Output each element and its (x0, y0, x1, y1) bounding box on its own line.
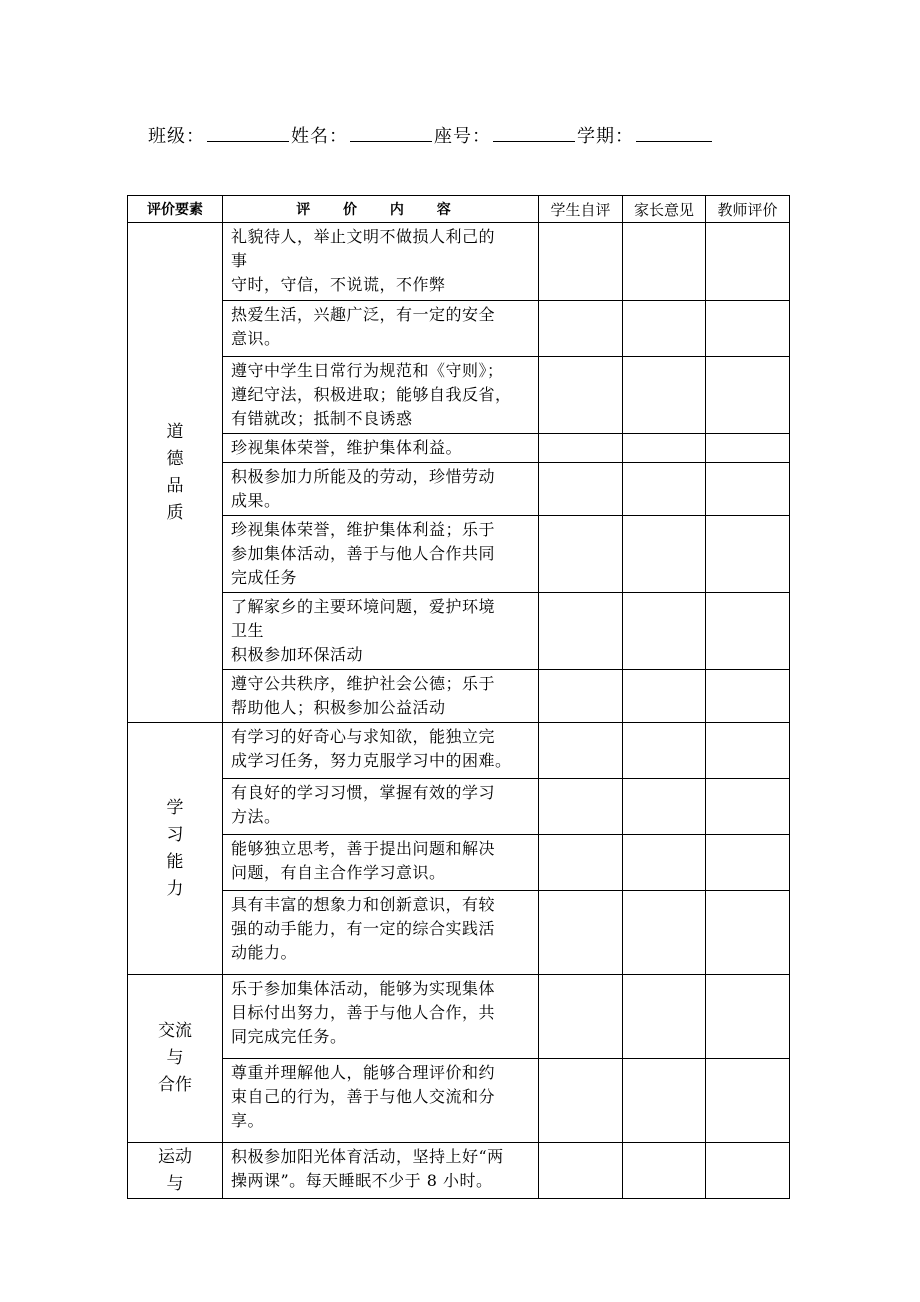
criteria-line: 强的动手能力，有一定的综合实践活 (231, 919, 496, 938)
parent-opinion-cell[interactable] (623, 593, 706, 670)
name-field[interactable] (350, 123, 432, 142)
seat-field[interactable] (493, 123, 575, 142)
criteria-cell (223, 434, 539, 463)
table-row (128, 835, 790, 891)
table-row (128, 891, 790, 975)
criteria-line: 有错就改；抵制不良诱惑 (231, 409, 413, 428)
category-text: 德 (166, 448, 184, 469)
teacher-eval-cell[interactable] (706, 723, 790, 779)
category-text: 力 (166, 878, 184, 899)
criteria-cell (223, 891, 539, 975)
parent-opinion-cell[interactable] (623, 1143, 706, 1199)
term-field[interactable] (636, 123, 712, 142)
category-text: 道 (166, 421, 184, 442)
criteria-line: 卫生 (231, 621, 265, 640)
criteria-line: 完成任务 (231, 568, 298, 587)
criteria-line: 成果。 (231, 491, 281, 510)
table-row (128, 516, 790, 593)
criteria-line: 遵纪守法，积极进取；能够自我反省， (231, 385, 512, 404)
criteria-line: 乐于参加集体活动，能够为实现集体 (231, 979, 496, 998)
table-row (128, 593, 790, 670)
self-eval-cell[interactable] (539, 835, 623, 891)
criteria-cell (223, 357, 539, 434)
table-row (128, 975, 790, 1059)
criteria-line: 了解家乡的主要环境问题，爱护环境 (231, 597, 496, 616)
self-eval-cell[interactable] (539, 223, 623, 301)
self-eval-cell[interactable] (539, 1059, 623, 1143)
table-row (128, 463, 790, 516)
category-cell (128, 723, 223, 975)
category-text: 与 (166, 1048, 184, 1068)
criteria-line: 尊重并理解他人，能够合理评价和约 (231, 1063, 496, 1082)
name-label: 姓名： (291, 126, 348, 147)
parent-opinion-header: 家长意见 (623, 196, 706, 223)
content-header: 评 价 内 容 (223, 196, 539, 223)
criteria-cell (223, 1059, 539, 1143)
self-eval-header: 学生自评 (539, 196, 623, 223)
category-cell (128, 1143, 223, 1199)
self-eval-cell[interactable] (539, 1143, 623, 1199)
criteria-line: 参加集体活动，善于与他人合作共同 (231, 544, 496, 563)
self-eval-cell[interactable] (539, 891, 623, 975)
criteria-line: 束自己的行为，善于与他人交流和分 (231, 1087, 496, 1106)
criteria-line: 积极参加力所能及的劳动，珍惜劳动 (231, 467, 496, 486)
criteria-line: 遵守公共秩序，维护社会公德；乐于 (231, 674, 496, 693)
self-eval-cell[interactable] (539, 301, 623, 357)
table-row (128, 1059, 790, 1143)
criteria-cell (223, 779, 539, 835)
class-field[interactable] (207, 123, 289, 142)
teacher-eval-cell[interactable] (706, 593, 790, 670)
category-text: 学 (166, 797, 184, 818)
teacher-eval-cell[interactable] (706, 516, 790, 593)
criteria-line: 同完成完任务。 (231, 1027, 347, 1046)
table-row (128, 357, 790, 434)
criteria-cell (223, 516, 539, 593)
evaluation-table (127, 195, 790, 1199)
class-label: 班级： (148, 126, 205, 147)
self-eval-cell[interactable] (539, 357, 623, 434)
teacher-eval-cell[interactable] (706, 434, 790, 463)
criteria-cell (223, 670, 539, 723)
self-eval-cell[interactable] (539, 975, 623, 1059)
criteria-line: 积极参加环保活动 (231, 645, 364, 664)
parent-opinion-cell[interactable] (623, 1059, 706, 1143)
teacher-eval-cell[interactable] (706, 223, 790, 301)
category-text: 合作 (158, 1075, 192, 1095)
parent-opinion-cell[interactable] (623, 223, 706, 301)
criteria-line: 积极参加阳光体育活动，坚持上好“两 (231, 1147, 504, 1166)
parent-opinion-cell[interactable] (623, 779, 706, 835)
self-eval-cell[interactable] (539, 516, 623, 593)
teacher-eval-cell[interactable] (706, 1059, 790, 1143)
student-info-line (148, 122, 714, 148)
parent-opinion-cell[interactable] (623, 301, 706, 357)
parent-opinion-cell[interactable] (623, 975, 706, 1059)
parent-opinion-cell[interactable] (623, 516, 706, 593)
criteria-line: 有学习的好奇心与求知欲，能独立完 (231, 727, 496, 746)
table-header-row (128, 196, 790, 223)
factor-header: 评价要素 (128, 196, 223, 223)
table-row (128, 223, 790, 301)
criteria-line: 礼貌待人，举止文明不做损人利己的 (231, 227, 496, 246)
criteria-cell (223, 223, 539, 301)
criteria-line: 遵守中学生日常行为规范和《守则》； (231, 361, 504, 380)
criteria-cell (223, 975, 539, 1059)
category-text: 与 (166, 1173, 184, 1194)
teacher-eval-cell[interactable] (706, 1143, 790, 1199)
teacher-eval-cell[interactable] (706, 891, 790, 975)
teacher-eval-cell[interactable] (706, 670, 790, 723)
table-row (128, 301, 790, 357)
category-cell (128, 975, 223, 1143)
category-text: 能 (166, 851, 184, 872)
teacher-eval-cell[interactable] (706, 975, 790, 1059)
criteria-line: 成学习任务，努力克服学习中的困难。 (231, 751, 512, 770)
criteria-line: 珍视集体荣誉，维护集体利益；乐于 (231, 520, 496, 539)
self-eval-cell[interactable] (539, 593, 623, 670)
table-row (128, 723, 790, 779)
criteria-line: 守时，守信，不说谎，不作弊 (231, 275, 446, 294)
parent-opinion-cell[interactable] (623, 357, 706, 434)
criteria-line: 有良好的学习习惯，掌握有效的学习 (231, 783, 496, 802)
criteria-cell (223, 463, 539, 516)
category-text: 习 (166, 824, 184, 845)
self-eval-cell[interactable] (539, 670, 623, 723)
term-label: 学期： (577, 126, 634, 147)
criteria-line: 意识。 (231, 329, 281, 348)
criteria-cell (223, 593, 539, 670)
self-eval-cell[interactable] (539, 434, 623, 463)
seat-label: 座号： (434, 126, 491, 147)
teacher-eval-cell[interactable] (706, 779, 790, 835)
self-eval-cell[interactable] (539, 779, 623, 835)
criteria-cell (223, 835, 539, 891)
self-eval-cell[interactable] (539, 723, 623, 779)
criteria-line: 问题，有自主合作学习意识。 (231, 863, 446, 882)
category-text: 品 (166, 475, 184, 496)
table-row (128, 670, 790, 723)
parent-opinion-cell[interactable] (623, 463, 706, 516)
parent-opinion-cell[interactable] (623, 670, 706, 723)
parent-opinion-cell[interactable] (623, 835, 706, 891)
criteria-line: 享。 (231, 1111, 265, 1130)
criteria-line: 帮助他人；积极参加公益活动 (231, 698, 446, 717)
parent-opinion-cell[interactable] (623, 434, 706, 463)
criteria-line: 珍视集体荣誉，维护集体利益。 (231, 438, 463, 457)
category-text: 运动 (158, 1146, 192, 1167)
table-row (128, 779, 790, 835)
self-eval-cell[interactable] (539, 463, 623, 516)
table-row (128, 1143, 790, 1199)
criteria-line: 事 (231, 251, 248, 270)
criteria-line: 具有丰富的想象力和创新意识，有较 (231, 895, 496, 914)
teacher-eval-header: 教师评价 (706, 196, 790, 223)
parent-opinion-cell[interactable] (623, 891, 706, 975)
criteria-line: 能够独立思考，善于提出问题和解决 (231, 839, 496, 858)
category-cell (128, 223, 223, 723)
parent-opinion-cell[interactable] (623, 723, 706, 779)
criteria-line: 动能力。 (231, 943, 298, 962)
criteria-cell (223, 301, 539, 357)
criteria-line: 方法。 (231, 807, 281, 826)
teacher-eval-cell[interactable] (706, 463, 790, 516)
criteria-line: 目标付出努力，善于与他人合作，共 (231, 1003, 496, 1022)
teacher-eval-cell[interactable] (706, 357, 790, 434)
criteria-line: 操两课”。每天睡眠不少于 8 小时。 (231, 1171, 493, 1190)
criteria-cell (223, 1143, 539, 1199)
category-text: 质 (166, 502, 184, 523)
category-text: 交流 (158, 1021, 192, 1041)
teacher-eval-cell[interactable] (706, 835, 790, 891)
criteria-line: 热爱生活，兴趣广泛，有一定的安全 (231, 305, 496, 324)
criteria-cell (223, 723, 539, 779)
table-row (128, 434, 790, 463)
teacher-eval-cell[interactable] (706, 301, 790, 357)
